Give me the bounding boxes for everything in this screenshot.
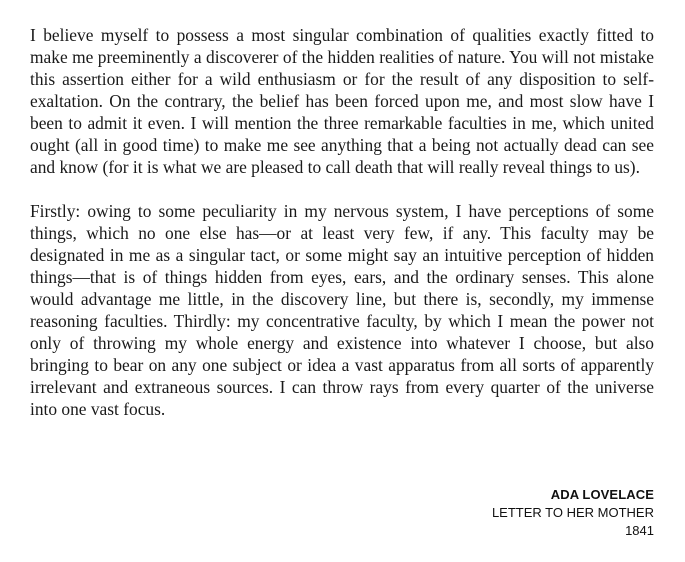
quote-body [30, 24, 654, 420]
source-year: 1841 [625, 523, 654, 538]
document-page [30, 24, 654, 420]
source-title: LETTER TO HER MOTHER [491, 505, 654, 520]
author-name: ADA LOVELACE [550, 487, 654, 502]
attribution [492, 486, 654, 540]
quote-paragraph-1: I believe myself to possess a most singular combination of qualities exactly fitted to make me preeminently a discoverer of the hidden realities of nature. You will not mistake this assertion either for a wild enthusiasm or for the result of any disposition to self-exaltation. On the contrary, the belief has been forced upon me, and most slow have I been to admit it even. I will mention the three remarkable faculties in me, which united ought (all in good time) to make me see anything that a being not actually dead can see and know (for it is what we are pleased to call death that will really reveal things to us). [30, 25, 654, 177]
quote-paragraph-2: Firstly: owing to some peculiarity in my nervous system, I have perceptions of some things, which no one else has—or at least very few, if any. This faculty may be designated in me as a singular tact, or some might say an intuitive perception of hidden things—that is of things hidden from eyes, ears, and the ordinary senses. This alone would advantage me little, in the discovery line, but there is, secondly, my immense reasoning faculties. Thirdly: my concentrative faculty, by which I mean the power not only of throwing my whole energy and existence into whatever I choose, but also bringing to bear on any one subject or idea a vast apparatus from all sorts of apparently irrelevant and extraneous sources. I can throw rays from every quarter of the universe into one vast focus. [30, 201, 654, 419]
